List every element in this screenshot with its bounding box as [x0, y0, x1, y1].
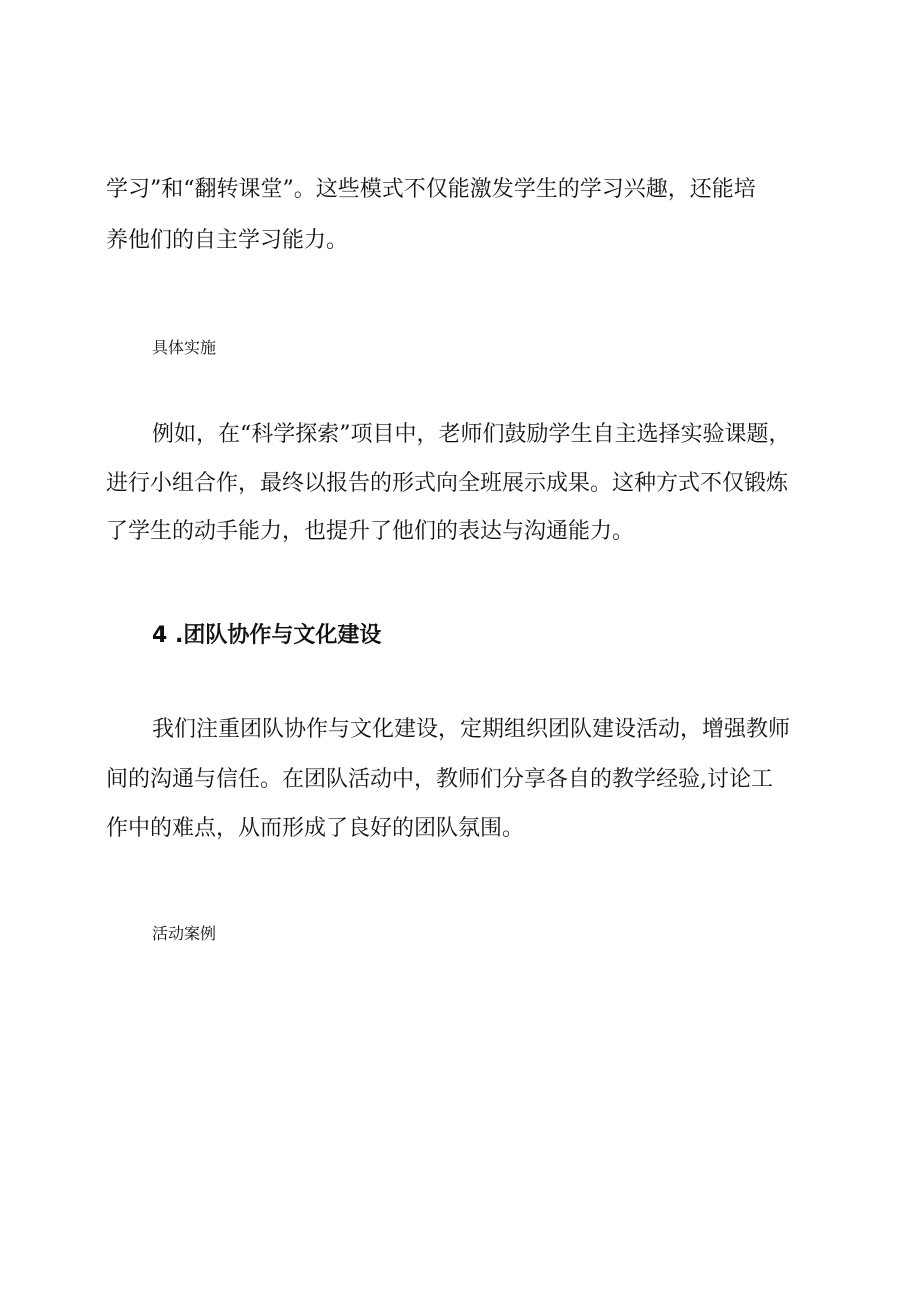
intro-paragraph-line-1: 学习”和“翻转课堂”。这些模式不仅能激发学生的学习兴趣，还能培	[106, 177, 756, 202]
team-paragraph-line-3: 作中的难点，从而形成了良好的团队氛围。	[106, 816, 525, 841]
implementation-paragraph-line-3: 了学生的动手能力，也提升了他们的表达与沟通能力。	[106, 519, 635, 544]
team-paragraph-line-1: 我们注重团队协作与文化建设，定期组织团队建设活动，增强教师	[152, 717, 791, 742]
subheading-activity-case: 活动案例	[152, 924, 217, 943]
intro-paragraph-line-2: 养他们的自主学习能力。	[106, 228, 349, 253]
implementation-paragraph-line-2: 进行小组合作，最终以报告的形式向全班展示成果。这种方式不仅锻炼	[106, 471, 789, 496]
implementation-paragraph-line-1: 例如，在“科学探索”项目中，老师们鼓励学生自主选择实验课题，	[152, 422, 791, 447]
subheading-implementation: 具体实施	[152, 338, 217, 357]
team-paragraph-line-2: 间的沟通与信任。在团队活动中，教师们分享各自的教学经验,讨论工	[106, 767, 773, 792]
section-4-heading: 4 .团队协作与文化建设	[152, 623, 382, 648]
